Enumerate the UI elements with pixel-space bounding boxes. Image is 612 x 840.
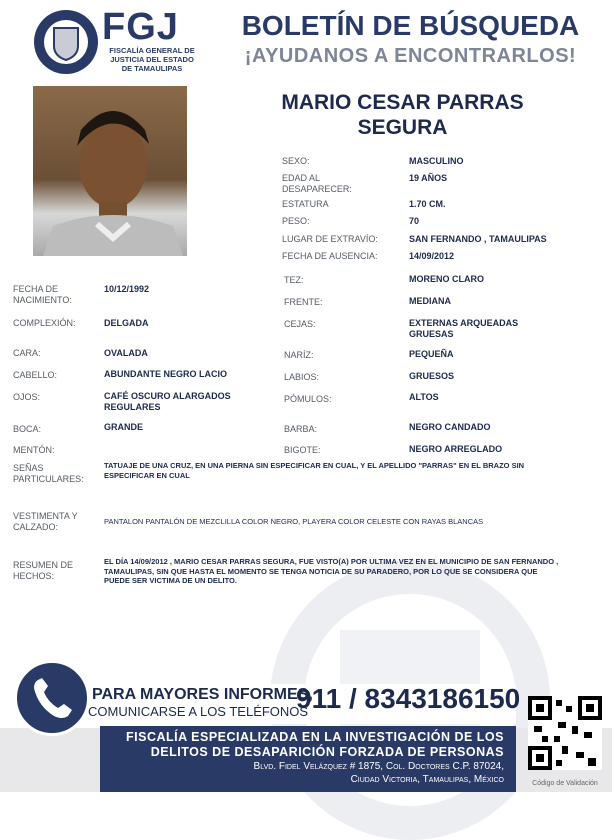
contact-label: COMUNICARSE A LOS TELÉFONOS: [88, 704, 309, 719]
value-frente: MEDIANA: [409, 296, 451, 306]
label-estatura: ESTATURA: [282, 199, 329, 209]
label-labios: LABIOS:: [284, 372, 320, 382]
label-vestimenta: VESTIMENTA Y CALZADO:: [13, 511, 78, 532]
value-nariz: PEQUEÑA: [409, 349, 454, 359]
logo-shield-icon: [44, 20, 88, 64]
label-cabello: CABELLO:: [13, 370, 58, 380]
value-labios: GRUESOS: [409, 371, 455, 381]
label-tez: TEZ:: [284, 275, 304, 285]
label-senas: SEÑAS PARTICULARES:: [13, 463, 84, 484]
value-tez: MORENO CLARO: [409, 274, 484, 284]
value-bigote: NEGRO ARREGLADO: [409, 444, 503, 454]
value-cara: OVALADA: [104, 348, 148, 358]
label-lugar: LUGAR DE EXTRAVÍO:: [282, 234, 378, 244]
value-pomulos: ALTOS: [409, 392, 439, 402]
agency-address: Blvd. Fidel Velázquez # 1875, Col. Doctores C.P. 87024, Ciudad Victoria, Tamaulipas, México: [253, 761, 504, 785]
label-fecha-nacimiento: FECHA DE NACIMIENTO:: [13, 284, 72, 305]
label-pomulos: PÓMULOS:: [284, 394, 332, 404]
label-bigote: BIGOTE:: [284, 445, 321, 455]
label-nariz: NARÍZ:: [284, 350, 314, 360]
label-fecha-ausencia: FECHA DE AUSENCIA:: [282, 251, 378, 261]
value-edad: 19 AÑOS: [409, 173, 448, 183]
bulletin-subtitle: ¡AYUDANOS A ENCONTRARLOS!: [244, 45, 577, 67]
value-lugar: SAN FERNANDO , TAMAULIPAS: [409, 234, 547, 244]
label-edad: EDAD AL DESAPARECER:: [282, 173, 352, 194]
qr-code-icon: [528, 696, 602, 770]
value-peso: 70: [409, 216, 420, 226]
value-resumen: EL DÍA 14/09/2012 , MARIO CESAR PARRAS SEGURA, FUE VISTO(A) POR ULTIMA VEZ EN EL MUNICIPIO DE SAN FERNANDO , TAMAULIPAS, SIN QUE HASTA EL MOMENTO SE TENGA NOTICIA DE SU PARADERO, POR LO QUE SE CONSIDERA QUE PUEDE SER VICTIMA DE UN DELITO.: [104, 557, 559, 585]
value-fecha-ausencia: 14/09/2012: [409, 251, 455, 261]
label-resumen: RESUMEN DE HECHOS:: [13, 560, 74, 581]
label-barba: BARBA:: [284, 424, 318, 434]
label-menton: MENTÓN:: [13, 445, 55, 455]
label-ojos: OJOS:: [13, 392, 41, 402]
label-cejas: CEJAS:: [284, 319, 316, 329]
phone-icon: [14, 660, 84, 730]
value-fecha-nacimiento: 10/12/1992: [104, 284, 150, 294]
label-peso: PESO:: [282, 216, 310, 226]
bulletin-title: BOLETÍN DE BÚSQUEDA: [241, 10, 580, 41]
label-cara: CARA:: [13, 348, 41, 358]
value-boca: GRANDE: [104, 422, 144, 432]
label-sexo: SEXO:: [282, 156, 310, 166]
value-vestimenta: PANTALON PANTALÓN DE MEZCLILLA COLOR NEGRO, PLAYERA COLOR CELESTE CON RAYAS BLANCAS: [104, 517, 484, 526]
label-complexion: COMPLEXIÓN:: [13, 318, 76, 328]
value-cabello: ABUNDANTE NEGRO LACIO: [104, 369, 227, 379]
missing-person-photo: [33, 86, 187, 256]
value-barba: NEGRO CANDADO: [409, 422, 491, 432]
value-estatura: 1.70 CM.: [409, 199, 446, 209]
label-boca: BOCA:: [13, 424, 42, 434]
value-ojos: CAFÉ OSCURO ALARGADOS REGULARES: [104, 391, 231, 412]
qr-caption: Código de Validación: [532, 780, 598, 787]
label-frente: FRENTE:: [284, 297, 323, 307]
org-short-name: FGJ: [102, 6, 179, 48]
phone-number: 911 / 8343186150: [296, 683, 521, 714]
value-senas: TATUAJE DE UNA CRUZ, EN UNA PIERNA SIN ESPECIFICAR EN CUAL, Y EL APELLIDO "PARRAS" EN EL BRAZO SIN ESPECIFICAR EN CUAL: [104, 461, 525, 480]
person-name: MARIO CESAR PARRAS SEGURA: [281, 91, 524, 139]
value-sexo: MASCULINO: [409, 156, 464, 166]
org-full-name: FISCALÍA GENERAL DE JUSTICIA DEL ESTADO DE TAMAULIPAS: [109, 46, 195, 73]
more-info-label: PARA MAYORES INFORMES,: [92, 686, 313, 703]
agency-name: FISCALÍA ESPECIALIZADA EN LA INVESTIGACIÓN DE LOS DELITOS DE DESAPARICIÓN FORZADA DE PERSONAS: [126, 730, 504, 759]
value-complexion: DELGADA: [104, 318, 149, 328]
value-cejas: EXTERNAS ARQUEADAS GRUESAS: [409, 318, 519, 339]
